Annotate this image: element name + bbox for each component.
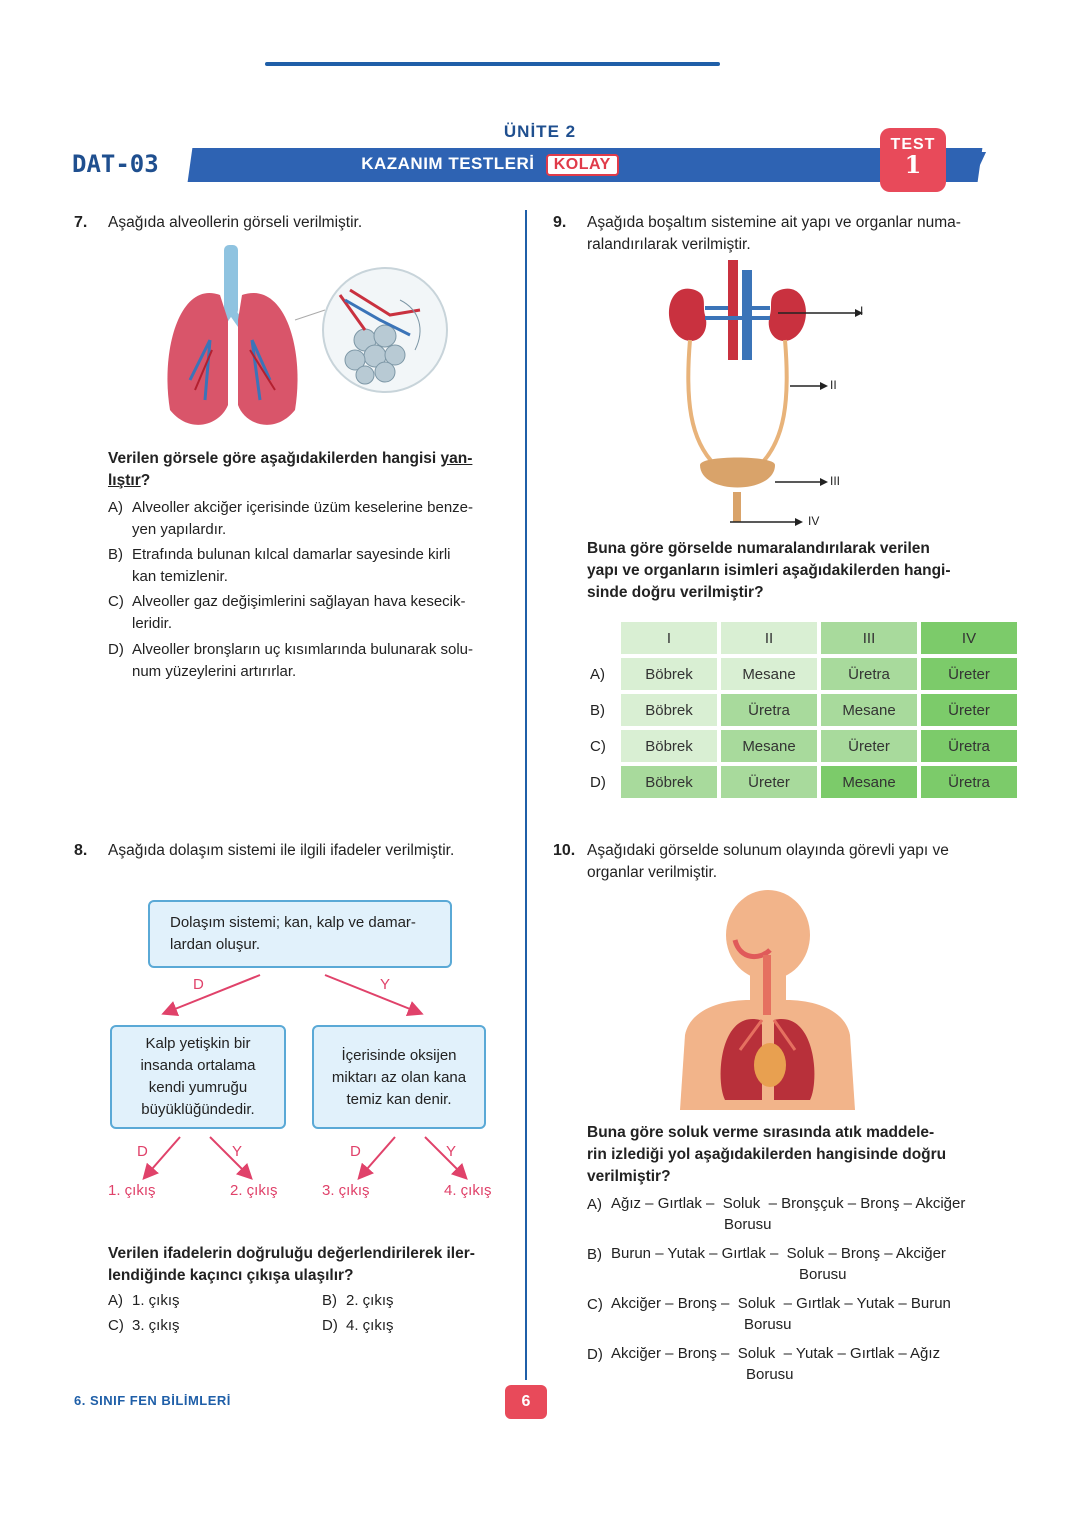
- q7-option-d-l2: num yüzeylerini artırırlar.: [132, 663, 297, 680]
- q7-option-a-text: [132, 497, 473, 541]
- q10-number: 10.: [553, 842, 576, 859]
- q7-option-d[interactable]: [108, 639, 518, 685]
- q10-option-d-l2: Borusu: [746, 1366, 794, 1383]
- table-row[interactable]: [589, 766, 1017, 798]
- flow-box-right: [312, 1025, 486, 1129]
- q10-option-c-letter: C): [587, 1296, 603, 1313]
- table-row-letter: A): [590, 665, 605, 683]
- footer-subject: 6. SINIF FEN BİLİMLERİ: [74, 1393, 231, 1408]
- q8-stem-l1: Verilen ifadelerin doğruluğu değerlendirilerek iler-: [108, 1245, 475, 1262]
- q8-option-c-text: 3. çıkış: [132, 1317, 180, 1334]
- q7-stem-q: ?: [140, 472, 151, 489]
- table-cell: Mesane: [821, 766, 917, 798]
- q10-option-c-l1: Akciğer – Bronş – Soluk – Gırtlak – Yutak – Burun: [611, 1295, 951, 1312]
- q9-intro-l1: Aşağıda boşaltım sistemine ait yapı ve organlar numa-: [587, 214, 961, 231]
- label-iv: IV: [808, 514, 820, 528]
- flow-box-right-l3: temiz kan denir.: [346, 1091, 452, 1108]
- q7-option-b[interactable]: [108, 544, 518, 590]
- q10-option-c-text: [611, 1294, 951, 1314]
- table-header: I: [621, 622, 717, 654]
- q8-option-b-text: 2. çıkış: [346, 1292, 394, 1309]
- table-cell: Böbrek: [621, 766, 717, 798]
- q10-option-a-text: [611, 1194, 965, 1214]
- table-row-letter: D): [590, 773, 606, 791]
- flow-box-left-l3: kendi yumruğu: [148, 1079, 248, 1096]
- q9-stem-l1: Buna göre görselde numaralandırılarak verilen: [587, 540, 930, 557]
- table-cell: Böbrek: [621, 730, 717, 762]
- q7-option-b-letter: B): [108, 546, 123, 563]
- flow-box-right-l2: miktarı az olan kana: [331, 1069, 467, 1086]
- q10-stem-l1: Buna göre soluk verme sırasında atık maddele-: [587, 1124, 935, 1141]
- q8-stem: [108, 1243, 518, 1287]
- q7-option-b-l1: Etrafında bulunan kılcal damarlar sayesinde kirli: [132, 546, 451, 563]
- q10-stem: [587, 1122, 987, 1188]
- flow-label-d3: D: [350, 1143, 361, 1160]
- q8-option-a[interactable]: [108, 1290, 308, 1312]
- table-cell: Mesane: [821, 694, 917, 726]
- flow-label-y3: Y: [446, 1143, 457, 1160]
- table-cell: Üreter: [821, 730, 917, 762]
- flow-box-top: [148, 900, 452, 968]
- respiratory-system-illustration: [680, 890, 855, 1110]
- test-label: TEST: [890, 136, 936, 153]
- flow-exit-1: 1. çıkış: [108, 1182, 156, 1199]
- table-header: II: [721, 622, 817, 654]
- q10-option-a[interactable]: [587, 1194, 997, 1238]
- q7-option-a[interactable]: [108, 497, 518, 543]
- flow-box-left-l4: büyüklüğündedir.: [141, 1101, 255, 1118]
- banner-title: [190, 154, 790, 176]
- flow-label-d2: D: [137, 1143, 148, 1160]
- flow-box-left-l2: insanda ortalama: [140, 1057, 256, 1074]
- q8-number: 8.: [74, 842, 88, 859]
- q10-option-d-text: [611, 1344, 940, 1364]
- flow-label-d: D: [193, 976, 204, 993]
- q10-option-a-l2: Borusu: [724, 1216, 772, 1233]
- table-cell: Böbrek: [621, 694, 717, 726]
- q9-intro-l2: ralandırılarak verilmiştir.: [587, 236, 751, 253]
- q10-option-a-letter: A): [587, 1196, 602, 1213]
- level-badge: KOLAY: [546, 154, 619, 176]
- q8-option-a-letter: A): [108, 1292, 123, 1309]
- q8-option-b-letter: B): [322, 1292, 337, 1309]
- q10-option-c-l2: Borusu: [744, 1316, 792, 1333]
- q10-option-d[interactable]: [587, 1344, 997, 1388]
- table-corner: [589, 622, 617, 654]
- label-iii: III: [830, 474, 841, 488]
- q7-intro: Aşağıda alveollerin görseli verilmiştir.: [108, 214, 363, 231]
- q10-intro-l2: organlar verilmiştir.: [587, 864, 718, 881]
- q7-number: 7.: [74, 214, 88, 231]
- q10-intro-l1: Aşağıdaki görselde solunum olayında görevli yapı ve: [587, 842, 949, 859]
- q7-option-b-l2: kan temizlenir.: [132, 568, 228, 585]
- q7-option-c[interactable]: [108, 591, 518, 637]
- flow-box-top-l1: Dolaşım sistemi; kan, kalp ve damar-: [170, 914, 416, 931]
- flow-label-y: Y: [380, 976, 391, 993]
- column-divider: [525, 210, 527, 1380]
- table-header-row: [589, 622, 1017, 654]
- table-row[interactable]: [589, 694, 1017, 726]
- table-cell: Üretra: [921, 730, 1017, 762]
- q7-stem-under1: yan-: [440, 450, 473, 467]
- q7-option-d-l1: Alveoller bronşların uç kısımlarında bulunarak solu-: [132, 641, 473, 658]
- table-cell: Üreter: [721, 766, 817, 798]
- flow-box-right-l1: İçerisinde oksijen: [341, 1047, 457, 1064]
- table-header: III: [821, 622, 917, 654]
- table-cell: Üreter: [921, 694, 1017, 726]
- alveoli-illustration: [150, 240, 460, 440]
- table-cell: Üretra: [921, 766, 1017, 798]
- q9-intro: [587, 212, 987, 256]
- q8-option-c-letter: C): [108, 1317, 124, 1334]
- q9-stem-l2: yapı ve organların isimleri aşağıdakilerden hangi-: [587, 562, 951, 579]
- flow-exit-4: 4. çıkış: [444, 1182, 492, 1199]
- table-header: IV: [921, 622, 1017, 654]
- top-rule: [265, 62, 720, 66]
- test-code: [72, 150, 159, 178]
- table-row[interactable]: [589, 730, 1017, 762]
- q10-option-b-letter: B): [587, 1246, 602, 1263]
- q7-option-d-text: [132, 639, 473, 683]
- q10-option-b-text: [611, 1244, 946, 1264]
- q10-option-c[interactable]: [587, 1294, 997, 1338]
- q8-option-c[interactable]: [108, 1315, 308, 1337]
- q7-option-b-text: [132, 544, 451, 588]
- q9-answer-table: [585, 618, 1021, 802]
- q8-stem-l2: lendiğinde kaçıncı çıkışa ulaşılır?: [108, 1267, 354, 1284]
- table-cell: Üretra: [821, 658, 917, 690]
- q7-option-d-letter: D): [108, 641, 124, 658]
- flow-label-y2: Y: [232, 1143, 243, 1160]
- q7-option-c-letter: C): [108, 593, 124, 610]
- q10-option-d-letter: D): [587, 1346, 603, 1363]
- q9-number: 9.: [553, 214, 567, 231]
- unit-title: ÜNİTE 2: [503, 122, 577, 141]
- label-ii: II: [830, 378, 837, 392]
- flow-exit-3: 3. çıkış: [322, 1182, 370, 1199]
- table-cell: Böbrek: [621, 658, 717, 690]
- q10-option-d-l1: Akciğer – Bronş – Soluk – Yutak – Gırtlak – Ağız: [611, 1345, 941, 1362]
- q10-option-b[interactable]: [587, 1244, 997, 1288]
- q8-option-b[interactable]: [322, 1290, 522, 1312]
- q7-stem-under2: lıştır: [108, 472, 141, 489]
- test-code-text: DAT-03: [72, 150, 159, 178]
- table-row-letter: B): [590, 701, 605, 719]
- table-cell: Üreter: [921, 658, 1017, 690]
- q7-stem: [108, 448, 508, 492]
- q8-option-d-text: 4. çıkış: [346, 1317, 394, 1334]
- q9-stem: [587, 538, 987, 604]
- q10-intro: [587, 840, 987, 884]
- q8-option-d[interactable]: [322, 1315, 522, 1337]
- test-badge: [880, 128, 946, 192]
- excretory-system-illustration: [660, 260, 870, 530]
- q8-option-d-letter: D): [322, 1317, 338, 1334]
- q10-stem-l2: rin izlediği yol aşağıdakilerden hangisinde doğru: [587, 1146, 947, 1163]
- q7-option-c-l1: Alveoller gaz değişimlerini sağlayan hava kesecik-: [132, 593, 466, 610]
- q10-stem-l3: verilmiştir?: [587, 1168, 671, 1185]
- test-number: 1: [904, 150, 922, 179]
- flow-box-left: [110, 1025, 286, 1129]
- flow-box-left-l1: Kalp yetişkin bir: [145, 1035, 251, 1052]
- q7-option-a-letter: A): [108, 499, 123, 516]
- table-cell: Üretra: [721, 694, 817, 726]
- q7-option-a-l2: yen yapılardır.: [132, 521, 227, 538]
- q8-option-a-text: 1. çıkış: [132, 1292, 180, 1309]
- table-row-letter: C): [590, 737, 606, 755]
- flow-exit-2: 2. çıkış: [230, 1182, 278, 1199]
- q7-stem-text: Verilen görsele göre aşağıdakilerden hangisi: [108, 450, 441, 467]
- q9-stem-l3: sinde doğru verilmiştir?: [587, 584, 764, 601]
- q7-option-a-l1: Alveoller akciğer içerisinde üzüm keselerine benze-: [132, 499, 473, 516]
- table-cell: Mesane: [721, 658, 817, 690]
- q8-intro: Aşağıda dolaşım sistemi ile ilgili ifadeler verilmiştir.: [108, 842, 455, 859]
- table-cell: Mesane: [721, 730, 817, 762]
- q7-option-c-l2: leridir.: [132, 615, 173, 632]
- q10-option-a-l1: Ağız – Gırtlak – Soluk – Bronşçuk – Bronş – Akciğer: [611, 1195, 966, 1212]
- banner-title-text: KAZANIM TESTLERİ: [361, 154, 535, 173]
- q7-option-c-text: [132, 591, 466, 635]
- q10-option-b-l2: Borusu: [799, 1266, 847, 1283]
- label-i: I: [860, 304, 864, 318]
- flow-box-top-l2: lardan oluşur.: [170, 936, 261, 953]
- table-row[interactable]: [589, 658, 1017, 690]
- q10-option-b-l1: Burun – Yutak – Gırtlak – Soluk – Bronş – Akciğer: [611, 1245, 946, 1262]
- page-number: 6: [505, 1385, 547, 1419]
